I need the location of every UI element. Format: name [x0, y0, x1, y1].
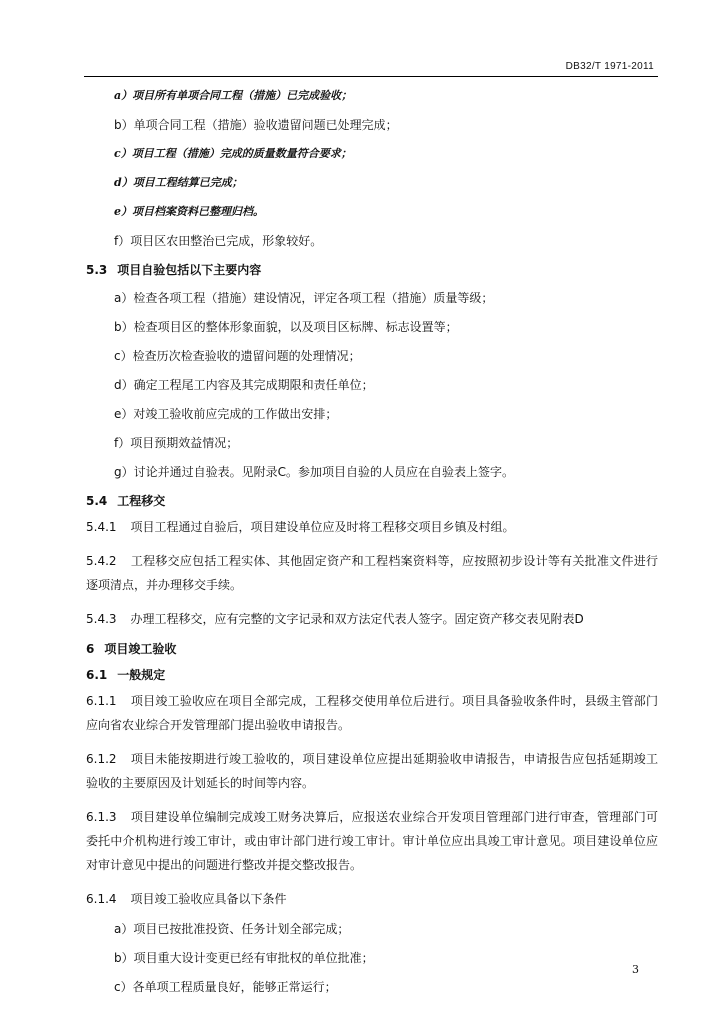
- clause-5-4-3: [86, 607, 658, 631]
- clause-number: 5.4.2: [86, 554, 117, 568]
- section-number: 6.1: [86, 668, 108, 682]
- clause-number: 6.1.2: [86, 752, 117, 766]
- clause-number: 6.1.4: [86, 892, 117, 906]
- section-title: 项目竣工验收: [104, 642, 177, 656]
- clause-5-4-2: [86, 549, 658, 597]
- section-heading-5-3: [86, 262, 658, 278]
- list-item: c）各单项工程质量良好，能够正常运行；: [114, 980, 337, 994]
- clause-text: 项目竣工验收应具备以下条件: [130, 892, 287, 906]
- clause-text: 办理工程移交，应有完整的文字记录和双方法定代表人签字。固定资产移交表见附表D: [130, 612, 584, 626]
- list-item: d）项目工程结算已完成；: [114, 176, 243, 189]
- clause-text: 项目工程通过自验后，项目建设单位应及时将工程移交项目乡镇及村组。: [130, 520, 515, 534]
- section-heading-6-1: [86, 667, 658, 683]
- section-title: 一般规定: [117, 668, 166, 682]
- list-item: d）确定工程尾工内容及其完成期限和责任单位；: [114, 378, 374, 392]
- page-number: 3: [632, 963, 639, 976]
- clause-text: 工程移交应包括工程实体、其他固定资产和工程档案资料等，应按照初步设计等有关批准文件进行逐项清点，并办理移交手续。: [86, 554, 658, 592]
- clause-number: 6.1.1: [86, 694, 117, 708]
- section-heading-6: [86, 641, 658, 657]
- section-heading-5-4: [86, 493, 658, 509]
- clause-6-1-3: [86, 805, 658, 877]
- page-content: [86, 88, 658, 1008]
- clause-5-4-1: [86, 515, 658, 539]
- list-item: f）项目预期效益情况；: [114, 436, 239, 450]
- clause-number: 5.4.1: [86, 520, 117, 534]
- clause-number: 5.4.3: [86, 612, 117, 626]
- section-number: 5.3: [86, 263, 108, 277]
- list-item: e）对竣工验收前应完成的工作做出安排；: [114, 407, 338, 421]
- list-item: e）项目档案资料已整理归档。: [114, 205, 264, 218]
- clause-text: 项目未能按期进行竣工验收的，项目建设单位应提出延期验收申请报告，申请报告应包括延期竣工验收的主要原因及计划延长的时间等内容。: [86, 752, 658, 790]
- clause-6-1-4: [86, 887, 658, 911]
- section-number: 5.4: [86, 494, 108, 508]
- list-item: c）项目工程（措施）完成的质量数量符合要求；: [114, 147, 352, 160]
- clause-6-1-1: [86, 689, 658, 737]
- section-title: 工程移交: [117, 494, 166, 508]
- list-item: b）检查项目区的整体形象面貌，以及项目区标牌、标志设置等；: [114, 320, 458, 334]
- list-item: a）项目所有单项合同工程（措施）已完成验收；: [114, 89, 353, 102]
- list-item: g）讨论并通过自验表。见附录C。参加项目自验的人员应在自验表上签字。: [114, 465, 514, 479]
- section-title: 项目自验包括以下主要内容: [117, 263, 262, 277]
- list-item: a）检查各项工程（措施）建设情况，评定各项工程（措施）质量等级；: [114, 291, 494, 305]
- list-item: b）项目重大设计变更已经有审批权的单位批准；: [114, 951, 374, 965]
- clause-6-1-2: [86, 747, 658, 795]
- document-code: DB32/T 1971-2011: [565, 61, 654, 72]
- list-item: f）项目区农田整治已完成，形象较好。: [114, 234, 323, 248]
- clause-text: 项目建设单位编制完成竣工财务决算后，应报送农业综合开发项目管理部门进行审查，管理部门可委托中介机构进行竣工审计，或由审计部门进行竣工审计。审计单位应出具竣工审计意见。项目建设单位应对审计意见中提出的问题进行整改并提交整改报告。: [86, 810, 658, 872]
- section-number: 6: [86, 642, 95, 656]
- clause-text: 项目竣工验收应在项目全部完成，工程移交使用单位后进行。项目具备验收条件时，县级主管部门应向省农业综合开发管理部门提出验收申请报告。: [86, 694, 658, 732]
- list-item: a）项目已按批准投资、任务计划全部完成；: [114, 922, 350, 936]
- list-item: c）检查历次检查验收的遗留问题的处理情况；: [114, 349, 361, 363]
- list-item: b）单项合同工程（措施）验收遗留问题已处理完成；: [114, 118, 398, 132]
- clause-number: 6.1.3: [86, 810, 117, 824]
- header-rule: [84, 76, 658, 77]
